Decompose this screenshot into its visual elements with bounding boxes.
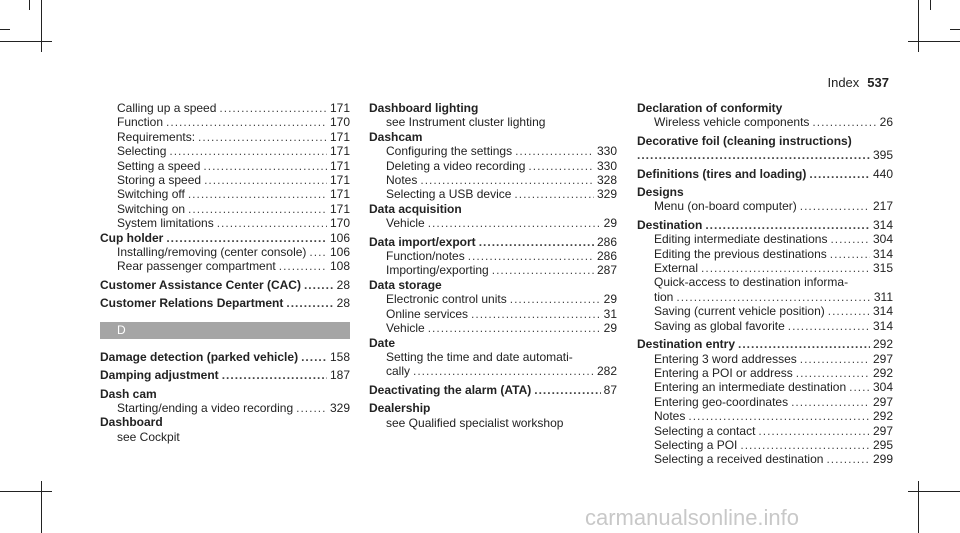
index-subentry <box>369 115 617 129</box>
page-ref[interactable]: 314 <box>872 246 893 261</box>
index-column-1 <box>100 101 350 444</box>
index-entry <box>637 101 893 115</box>
entry-label: Setting a speed <box>117 158 201 173</box>
entry-label: Vehicle <box>386 216 425 231</box>
leader-dots <box>468 249 594 263</box>
page-ref[interactable]: 295 <box>872 437 893 452</box>
index-subentry <box>100 202 350 216</box>
index-subentry <box>369 307 617 321</box>
crop-mark <box>918 0 919 52</box>
entry-label: System limitations <box>117 216 214 231</box>
index-entry <box>100 231 350 245</box>
leader-dots <box>637 148 870 162</box>
index-entry <box>369 278 617 292</box>
leader-dots <box>701 261 870 275</box>
entry-label: Dashcam <box>369 129 423 144</box>
leader-dots <box>830 247 870 261</box>
crop-mark <box>0 41 52 42</box>
index-subentry <box>369 216 617 230</box>
page-ref[interactable]: 282 <box>596 364 617 379</box>
index-entry <box>369 235 617 249</box>
index-subentry <box>637 424 893 438</box>
page-ref[interactable]: 292 <box>872 337 893 352</box>
page-ref[interactable]: 314 <box>872 304 893 319</box>
index-column-3 <box>637 101 893 467</box>
leader-dots <box>738 337 870 351</box>
entry-label: Saving as global favorite <box>654 318 785 333</box>
index-subentry <box>369 187 617 201</box>
leader-dots <box>203 159 327 173</box>
leader-dots <box>279 259 327 273</box>
index-subentry <box>100 159 350 173</box>
leader-dots <box>812 115 876 129</box>
entry-label: Vehicle <box>386 321 425 336</box>
page-ref[interactable]: 187 <box>329 368 350 383</box>
entry-label: Dashboard lighting <box>369 101 479 115</box>
entry-label: Selecting a USB device <box>386 187 512 202</box>
entry-label: Selecting <box>117 144 167 159</box>
page-ref[interactable]: 171 <box>329 129 350 144</box>
index-subentry <box>100 144 350 158</box>
leader-dots <box>788 319 870 333</box>
index-subentry <box>369 416 617 430</box>
entry-label: Menu (on-board computer) <box>654 199 797 214</box>
page-ref[interactable]: 299 <box>872 452 893 467</box>
index-subentry <box>637 319 893 333</box>
entry-label: Customer Relations Department <box>100 296 284 311</box>
index-entry <box>100 296 350 310</box>
entry-label: Switching on <box>117 201 186 216</box>
page-ref[interactable]: 170 <box>329 216 350 231</box>
page-ref[interactable]: 217 <box>872 199 893 214</box>
index-entry <box>637 134 893 148</box>
index-subentry <box>637 275 893 289</box>
index-entry <box>369 383 617 397</box>
entry-label: Damping adjustment <box>100 368 219 383</box>
entry-label: Installing/removing (center console) <box>117 245 307 260</box>
page-ref[interactable]: 287 <box>596 263 617 278</box>
page-ref[interactable]: 329 <box>596 187 617 202</box>
index-subentry <box>637 290 893 304</box>
index-subentry <box>369 350 617 364</box>
entry-label: cally <box>386 364 411 379</box>
page-ref[interactable]: 26 <box>879 115 893 130</box>
leader-dots <box>510 292 601 306</box>
page-ref[interactable]: 170 <box>329 115 350 130</box>
page-ref[interactable]: 395 <box>872 148 893 163</box>
page-ref[interactable]: 171 <box>329 158 350 173</box>
page-ref[interactable]: 440 <box>872 166 893 181</box>
entry-label: Data storage <box>369 277 442 292</box>
index-entry <box>637 148 893 162</box>
index-subentry <box>637 304 893 318</box>
crop-mark <box>0 491 52 492</box>
entry-label: see Qualified specialist workshop <box>386 415 564 430</box>
leader-dots <box>800 352 870 366</box>
entry-label: Selecting a POI <box>654 437 738 452</box>
index-subentry <box>100 130 350 144</box>
entry-label: see Instrument cluster lighting <box>386 115 546 130</box>
index-entry <box>637 167 893 181</box>
entry-label: Destination entry <box>637 337 736 352</box>
leader-dots <box>188 187 327 201</box>
page-ref[interactable]: 29 <box>603 292 617 307</box>
entry-label: Destination <box>637 217 703 232</box>
entry-label: Entering 3 word addresses <box>654 351 797 366</box>
entry-label: Storing a speed <box>117 173 202 188</box>
index-subentry <box>369 159 617 173</box>
page-ref[interactable]: 87 <box>603 382 617 397</box>
index-entry <box>637 218 893 232</box>
entry-label: Quick-access to destination informa- <box>654 275 849 290</box>
page-ref[interactable]: 330 <box>596 144 617 159</box>
page-ref[interactable]: 286 <box>596 234 617 249</box>
entry-label: Electronic control units <box>386 292 507 307</box>
entry-label: Date <box>369 335 396 350</box>
index-subentry <box>637 395 893 409</box>
entry-label: Switching off <box>117 187 185 202</box>
index-subentry <box>637 438 893 452</box>
entry-label: Declaration of conformity <box>637 101 783 115</box>
page-ref[interactable]: 297 <box>872 394 893 409</box>
entry-label: Notes <box>654 409 686 424</box>
page-ref[interactable]: 171 <box>329 144 350 159</box>
crop-mark <box>918 481 919 533</box>
leader-dots <box>304 278 334 292</box>
leader-dots <box>219 101 327 115</box>
entry-label: Configuring the settings <box>386 144 513 159</box>
index-subentry <box>100 173 350 187</box>
index-entry <box>369 401 617 415</box>
index-column-2 <box>369 101 617 430</box>
leader-dots <box>428 321 601 335</box>
index-subentry <box>637 115 893 129</box>
leader-dots <box>166 231 327 245</box>
leader-dots <box>169 144 327 158</box>
index-entry <box>369 202 617 216</box>
entry-label: Customer Assistance Center (CAC) <box>100 277 301 292</box>
entry-label: Rear passenger compartment <box>117 259 276 274</box>
leader-dots <box>413 364 594 378</box>
entry-label: tion <box>654 289 674 304</box>
leader-dots <box>217 216 327 230</box>
leader-dots <box>676 290 871 304</box>
page-ref[interactable]: 28 <box>336 277 350 292</box>
leader-dots <box>800 199 870 213</box>
page-ref[interactable]: 29 <box>603 216 617 231</box>
entry-label: Requirements: <box>117 129 196 144</box>
leader-dots <box>296 401 327 415</box>
leader-dots <box>826 452 870 466</box>
index-entry <box>100 350 350 364</box>
entry-label: Editing the previous destinations <box>654 246 827 261</box>
page-ref[interactable]: 292 <box>872 365 893 380</box>
page-ref[interactable]: 171 <box>329 101 350 115</box>
entry-label: Starting/ending a video recording <box>117 400 294 415</box>
entry-label: Cup holder <box>100 230 164 245</box>
page-ref[interactable]: 28 <box>336 296 350 311</box>
index-entry <box>637 185 893 199</box>
leader-dots <box>286 296 333 310</box>
entry-label: Damage detection (parked vehicle) <box>100 349 299 364</box>
section-letter: D <box>100 322 350 339</box>
index-subentry <box>369 263 617 277</box>
index-subentry <box>369 173 617 187</box>
leader-dots <box>515 144 594 158</box>
entry-label: Saving (current vehicle position) <box>654 304 825 319</box>
index-subentry <box>100 245 350 259</box>
entry-label: Calling up a speed <box>117 101 217 115</box>
index-subentry <box>637 261 893 275</box>
index-subentry <box>637 380 893 394</box>
leader-dots <box>758 424 870 438</box>
leader-dots <box>528 159 594 173</box>
entry-label: Function/notes <box>386 249 465 264</box>
index-subentry <box>637 409 893 423</box>
entry-label: Dealership <box>369 401 431 416</box>
leader-dots <box>428 216 601 230</box>
page-ref[interactable]: 158 <box>329 349 350 364</box>
entry-label: Deleting a video recording <box>386 158 526 173</box>
entry-label: Dashboard <box>100 415 163 430</box>
page-ref[interactable]: 314 <box>872 318 893 333</box>
index-entry <box>637 337 893 351</box>
page-ref[interactable]: 292 <box>872 409 893 424</box>
entry-label: Definitions (tires and loading) <box>637 166 807 181</box>
page-ref[interactable]: 328 <box>596 173 617 188</box>
entry-label: Editing intermediate destinations <box>654 232 828 247</box>
index-subentry <box>637 352 893 366</box>
page-number: 537 <box>867 75 889 90</box>
leader-dots <box>166 115 327 129</box>
entry-label: Designs <box>637 185 684 200</box>
index-subentry <box>369 364 617 378</box>
crop-mark <box>0 29 10 30</box>
entry-label: Selecting a contact <box>654 423 756 438</box>
entry-label: see Cockpit <box>117 429 180 444</box>
page-ref[interactable]: 171 <box>329 201 350 216</box>
leader-dots <box>198 130 327 144</box>
leader-dots <box>705 218 870 232</box>
index-subentry <box>100 216 350 230</box>
index-subentry <box>369 321 617 335</box>
index-entry <box>369 101 617 115</box>
page-ref[interactable]: 286 <box>596 249 617 264</box>
entry-label: Importing/exporting <box>386 263 489 278</box>
index-subentry <box>637 247 893 261</box>
entry-label: Function <box>117 115 164 130</box>
page-ref[interactable]: 29 <box>603 321 617 336</box>
index-entry <box>100 368 350 382</box>
page-ref[interactable]: 106 <box>329 245 350 260</box>
leader-dots <box>830 232 870 246</box>
index-subentry <box>100 259 350 273</box>
index-subentry <box>369 144 617 158</box>
leader-dots <box>479 235 594 249</box>
index-subentry <box>100 430 350 444</box>
leader-dots <box>309 245 327 259</box>
page-header <box>827 75 889 90</box>
index-subentry <box>637 199 893 213</box>
entry-label: Notes <box>386 173 418 188</box>
page-ref[interactable]: 171 <box>329 173 350 188</box>
crop-mark <box>908 491 960 492</box>
leader-dots <box>809 167 870 181</box>
leader-dots <box>849 380 870 394</box>
entry-label: Selecting a received destination <box>654 452 824 467</box>
watermark: carmanualsonline.info <box>585 505 800 530</box>
entry-label: Deactivating the alarm (ATA) <box>369 382 532 397</box>
leader-dots <box>534 383 600 397</box>
leader-dots <box>222 368 327 382</box>
leader-dots <box>791 395 870 409</box>
leader-dots <box>301 350 327 364</box>
leader-dots <box>828 304 870 318</box>
index-subentry <box>369 292 617 306</box>
entry-label: Dash cam <box>100 386 157 401</box>
crop-mark <box>41 0 42 52</box>
page-ref[interactable]: 297 <box>872 423 893 438</box>
page-ref[interactable]: 329 <box>329 400 350 415</box>
page-ref[interactable]: 31 <box>603 306 617 321</box>
page-ref[interactable]: 297 <box>872 351 893 366</box>
leader-dots <box>188 202 327 216</box>
entry-label: Data acquisition <box>369 201 462 216</box>
entry-label: Entering a POI or address <box>654 365 793 380</box>
page-ref[interactable]: 171 <box>329 187 350 202</box>
index-subentry <box>637 452 893 466</box>
index-entry <box>369 130 617 144</box>
index-entry <box>100 387 350 401</box>
index-subentry <box>100 101 350 115</box>
page-ref[interactable]: 304 <box>872 232 893 247</box>
index-entry <box>369 336 617 350</box>
crop-mark <box>930 0 931 10</box>
leader-dots <box>420 173 594 187</box>
page-ref[interactable]: 106 <box>329 230 350 245</box>
leader-dots <box>796 366 870 380</box>
entry-label: Entering geo-coordinates <box>654 394 789 409</box>
index-subentry <box>637 232 893 246</box>
leader-dots <box>492 263 594 277</box>
leader-dots <box>740 438 870 452</box>
index-entry <box>100 415 350 429</box>
page-ref[interactable]: 314 <box>872 217 893 232</box>
entry-label: Decorative foil (cleaning instructions) <box>637 133 852 148</box>
leader-dots <box>688 409 870 423</box>
page-ref[interactable]: 304 <box>872 380 893 395</box>
page-ref[interactable]: 330 <box>596 158 617 173</box>
index-subentry <box>369 249 617 263</box>
page-ref[interactable]: 315 <box>872 261 893 276</box>
entry-label: Entering an intermediate destination <box>654 380 847 395</box>
index-subentry <box>100 115 350 129</box>
crop-mark <box>950 29 960 30</box>
page-ref[interactable]: 108 <box>329 259 350 274</box>
entry-label: Data import/export <box>369 234 476 249</box>
entry-label: Online services <box>386 306 469 321</box>
crop-mark <box>41 481 42 533</box>
crop-mark <box>29 0 30 10</box>
header-label: Index <box>827 75 860 90</box>
entry-label: External <box>654 261 699 276</box>
leader-dots <box>514 187 594 201</box>
index-subentry <box>100 187 350 201</box>
leader-dots <box>204 173 327 187</box>
index-entry <box>100 278 350 292</box>
index-subentry <box>637 366 893 380</box>
leader-dots <box>471 307 601 321</box>
entry-label: Wireless vehicle components <box>654 115 810 130</box>
entry-label: Setting the time and date automati- <box>386 349 573 364</box>
index-subentry <box>100 401 350 415</box>
page-ref[interactable]: 311 <box>873 289 893 304</box>
crop-mark <box>908 41 960 42</box>
